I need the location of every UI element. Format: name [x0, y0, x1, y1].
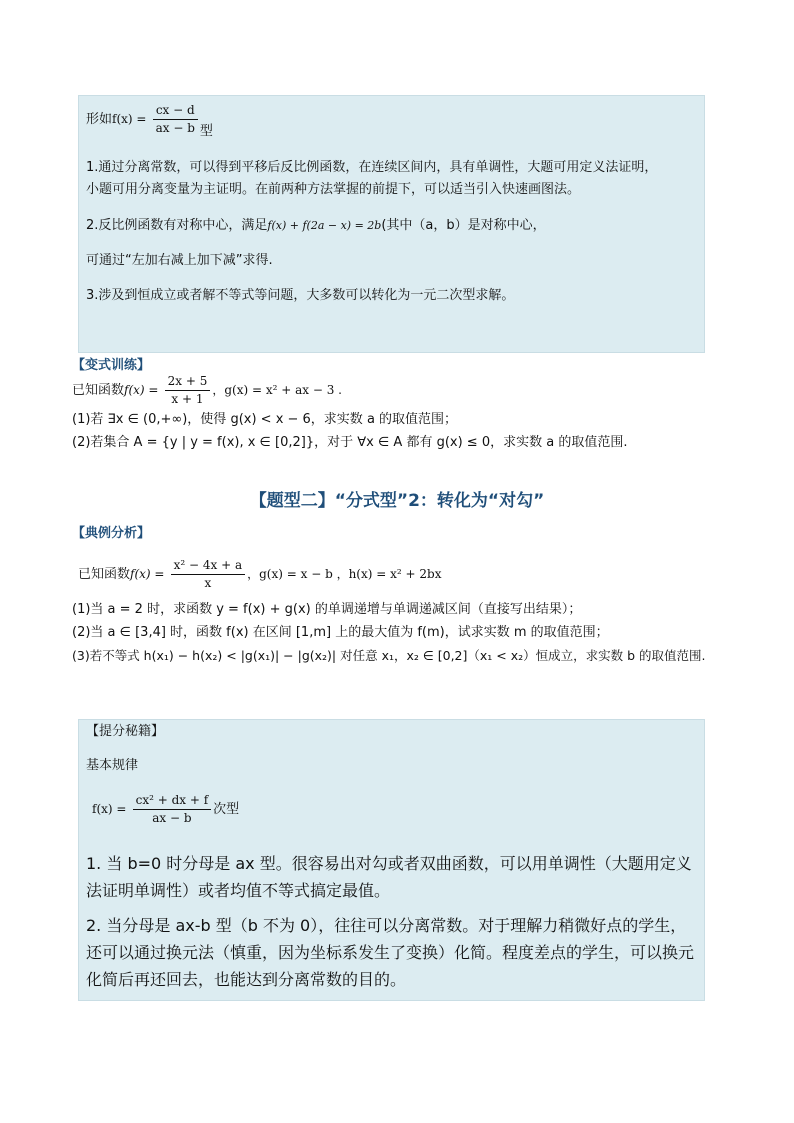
box1-fraction	[153, 103, 198, 136]
fraction-denominator: ax − b	[152, 811, 192, 825]
box1-item1-line2: 小题可用分离变量为主证明。在前两种方法掌握的前提下，可以适当引入快速画图法。	[86, 182, 581, 197]
box2-formula	[92, 793, 239, 826]
example-line2: (1)当 a = 2 时，求函数 y = f(x) + g(x) 的单调递增与单调递减区间（直接写出结果）；	[72, 602, 582, 617]
box1-item3: 3.涉及到恒成立或者解不等式等问题，大多数可以转化为一元二次型求解。	[86, 288, 515, 303]
variant-line3: (2)若集合 A = {y | y = f(x), x ∈ [0,2]}，对于 ∀x ∈ A 都有 g(x) ≤ 0，求实数 a 的取值范围.	[72, 435, 628, 450]
example-tag: 【典例分析】	[72, 526, 151, 541]
box2-subtitle: 基本规律	[86, 758, 139, 773]
example-rest: ，g(x) = x − b ，h(x) = x² + 2bx	[247, 567, 442, 581]
example-line3: (2)当 a ∈ [3,4] 时，函数 f(x) 在区间 [1,m] 上的最大值为 f(m)，试求实数 m 的取值范围；	[72, 625, 609, 640]
box1-item2-line2: 可通过“左加右减上加下减”求得.	[86, 253, 273, 268]
intro-prefix: 形如	[86, 112, 113, 127]
fraction-numerator: cx² + dx + f	[133, 793, 212, 810]
variant-gx: ，g(x) = x² + ax − 3 .	[212, 383, 342, 397]
fraction-denominator: ax − b	[155, 121, 195, 135]
box1-intro	[86, 103, 213, 139]
variant-tag: 【变式训练】	[72, 358, 151, 373]
variant-line2: (1)若 ∃x ∈ (0,+∞)，使得 g(x) < x − 6，求实数 a 的取值范围；	[72, 412, 458, 427]
formula-lhs: f(x) =	[112, 112, 147, 126]
fraction-numerator: cx − d	[153, 103, 198, 120]
box1-item1-line1: 1.通过分离常数，可以得到平移后反比例函数，在连续区间内，具有单调性，大题可用定义法证明，	[86, 160, 658, 175]
fraction-numerator: 2x + 5	[165, 374, 211, 391]
item2-prefix: 2.反比例函数有对称中心，满足	[86, 218, 268, 233]
box1-item2-line1	[86, 216, 546, 236]
intro-suffix: 型	[199, 124, 213, 139]
fraction-numerator: x² − 4x + a	[171, 558, 246, 575]
example-prefix: 已知函数	[78, 567, 131, 582]
formula-suffix: 次型	[213, 802, 240, 817]
section-heading: 【题型二】“分式型”2：转化为“对勾”	[249, 491, 545, 511]
example-fraction	[171, 558, 246, 591]
example-line1	[78, 558, 441, 591]
variant-fraction	[165, 374, 211, 407]
variant-fx: f(x) =	[124, 383, 159, 397]
fraction-denominator: x	[204, 576, 212, 590]
variant-prefix: 已知函数	[72, 383, 125, 398]
variant-line1	[72, 374, 342, 407]
box2-tag: 【提分秘籍】	[86, 724, 165, 739]
fraction-denominator: x + 1	[171, 392, 204, 406]
formula-lhs: f(x) =	[92, 802, 127, 816]
box2-item1: 1. 当 b=0 时分母是 ax 型。很容易出对勾或者双曲函数，可以用单调性（大题用定义法证明单调性）或者均值不等式搞定最值。	[86, 854, 692, 900]
item2-formula: f(x) + f(2a − x) = 2b	[267, 219, 382, 232]
item2-suffix: (其中（a，b）是对称中心，	[381, 218, 546, 233]
example-fx: f(x) =	[130, 567, 165, 581]
example-line4: (3)若不等式 h(x₁) − h(x₂) < |g(x₁)| − |g(x₂)| 对任意 x₁，x₂ ∈ [0,2]（x₁ < x₂）恒成立，求实数 b 的取值范围.	[72, 648, 706, 663]
box2-item2: 2. 当分母是 ax-b 型（b 不为 0），往往可以分离常数。对于理解力稍微好点的学生，还可以通过换元法（慎重，因为坐标系发生了变换）化简。程度差点的学生，可以换元化简后再还回去，也能达到分离常数的目的。	[86, 916, 695, 989]
box2-fraction	[133, 793, 212, 826]
